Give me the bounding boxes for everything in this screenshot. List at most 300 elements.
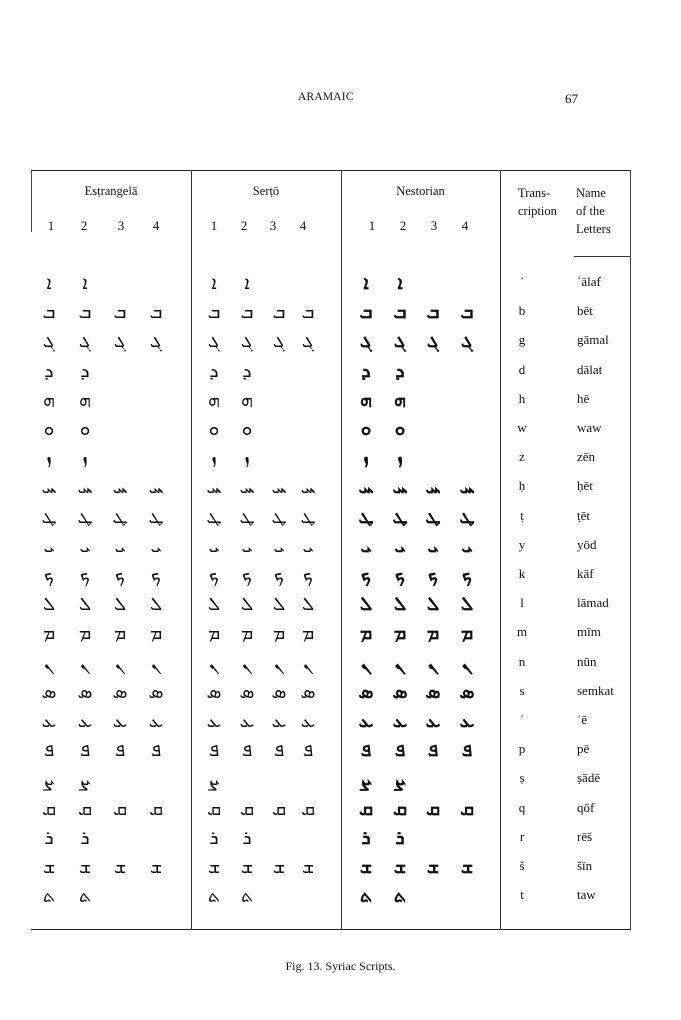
letter-name-cell: lāmad bbox=[577, 595, 609, 611]
position-number: 4 bbox=[461, 218, 469, 233]
estrangela-glyph: ܗ bbox=[43, 388, 55, 411]
nestorian-glyph: ܣ bbox=[459, 680, 475, 703]
serto-glyph: ܥ bbox=[271, 710, 287, 732]
transcription-cell: y bbox=[518, 536, 526, 552]
estrangela-glyph: ܘ bbox=[79, 418, 91, 440]
estrangela-glyph: ܝ bbox=[114, 534, 126, 557]
nestorian-glyph: ܠ bbox=[426, 593, 440, 616]
nestorian-glyph: ܛ bbox=[392, 505, 408, 528]
estrangela-glyph: ܬ bbox=[78, 885, 92, 908]
nestorian-glyph: ܒ bbox=[460, 301, 474, 324]
serto-glyph: ܙ bbox=[211, 447, 217, 470]
serto-glyph: ܢ bbox=[273, 651, 285, 674]
serto-glyph: ܠ bbox=[301, 593, 315, 616]
serto-glyph: ܓ bbox=[240, 330, 254, 353]
letter-row bbox=[31, 766, 631, 795]
nestorian-glyph: ܟ bbox=[360, 564, 372, 586]
transcription-cell: ḥ bbox=[518, 478, 526, 494]
position-number: 2 bbox=[399, 218, 407, 233]
serto-glyph: ܫ bbox=[207, 856, 221, 878]
letter-row bbox=[31, 416, 631, 445]
serto-glyph: ܠ bbox=[240, 593, 254, 616]
transcription-cell: ṣ bbox=[519, 770, 525, 786]
nestorian-glyph: ܬ bbox=[393, 885, 407, 908]
serto-glyph: ܝ bbox=[302, 534, 314, 557]
serto-glyph: ܦ bbox=[241, 739, 253, 762]
nestorian-glyph: ܗ bbox=[360, 388, 372, 411]
nestorian-glyph: ܫ bbox=[426, 856, 440, 878]
serto-glyph: ܡ bbox=[272, 622, 286, 645]
position-number: 1 bbox=[210, 218, 218, 233]
serto-glyph: ܢ bbox=[208, 651, 220, 674]
estrangela-glyph: ܦ bbox=[43, 739, 55, 762]
serto-glyph: ܪ bbox=[242, 826, 252, 849]
estrangela-glyph: ܬ bbox=[42, 885, 56, 908]
name-header-underline bbox=[574, 256, 630, 257]
estrangela-glyph: ܥ bbox=[148, 710, 164, 732]
estrangela-glyph: ܩ bbox=[77, 797, 93, 820]
serto-glyph: ܣ bbox=[239, 680, 255, 703]
transcription-cell: ṭ bbox=[520, 507, 524, 523]
nestorian-glyph: ܛ bbox=[425, 505, 441, 528]
serto-glyph: ܡ bbox=[207, 622, 221, 645]
nestorian-glyph: ܨ bbox=[360, 768, 372, 791]
serto-glyph: ܡ bbox=[301, 622, 315, 645]
estrangela-glyph: ܩ bbox=[112, 797, 128, 820]
letter-name-cell: semkat bbox=[577, 682, 614, 698]
nestorian-glyph: ܦ bbox=[427, 739, 439, 762]
nestorian-glyph: ܪ bbox=[361, 826, 371, 849]
position-number: 2 bbox=[240, 218, 248, 233]
estrangela-glyph: ܪ bbox=[44, 826, 54, 849]
nestorian-position-numbers bbox=[341, 218, 500, 234]
serto-glyph: ܥ bbox=[239, 710, 255, 732]
letter-row bbox=[31, 737, 631, 766]
nestorian-glyph: ܚ bbox=[392, 476, 408, 499]
estrangela-glyph: ܐ bbox=[82, 272, 88, 294]
transcription-cell: š bbox=[519, 858, 525, 873]
nestorian-glyph: ܐ bbox=[363, 272, 369, 294]
serto-glyph: ܩ bbox=[239, 797, 255, 820]
letter-row bbox=[31, 883, 631, 912]
letter-name-cell: rēš bbox=[577, 828, 593, 844]
position-number: 3 bbox=[117, 218, 125, 233]
estrangela-glyph: ܦ bbox=[114, 739, 126, 762]
letter-row bbox=[31, 562, 631, 591]
nestorian-glyph: ܥ bbox=[392, 710, 408, 732]
transcription-cell: p bbox=[518, 741, 526, 757]
serto-glyph: ܥ bbox=[206, 710, 222, 732]
serto-glyph: ܛ bbox=[206, 505, 222, 528]
nestorian-glyph: ܚ bbox=[425, 476, 441, 499]
letter-row bbox=[31, 533, 631, 562]
nestorian-glyph: ܥ bbox=[358, 710, 374, 732]
letter-row bbox=[31, 825, 631, 854]
page-number: 67 bbox=[565, 91, 578, 106]
nestorian-glyph: ܠ bbox=[393, 593, 407, 616]
nestorian-glyph: ܡ bbox=[426, 622, 440, 645]
estrangela-glyph: ܚ bbox=[112, 476, 128, 499]
estrangela-glyph: ܝ bbox=[150, 534, 162, 557]
estrangela-glyph: ܓ bbox=[113, 330, 127, 353]
serto-glyph: ܫ bbox=[301, 856, 315, 878]
letter-name-cell: nūn bbox=[577, 653, 597, 669]
serto-glyph: ܦ bbox=[302, 739, 314, 762]
letter-row bbox=[31, 591, 631, 620]
estrangela-glyph: ܢ bbox=[43, 651, 55, 674]
serto-glyph: ܟ bbox=[302, 564, 314, 586]
nestorian-glyph: ܛ bbox=[358, 505, 374, 528]
transcription-header: Trans- cription bbox=[518, 186, 557, 218]
letter-name-cell: yōd bbox=[577, 536, 597, 552]
letter-name-cell: mīm bbox=[577, 624, 601, 640]
estrangela-glyph: ܨ bbox=[79, 768, 91, 791]
nestorian-glyph: ܓ bbox=[460, 330, 474, 353]
serto-glyph: ܩ bbox=[271, 797, 287, 820]
estrangela-glyph: ܒ bbox=[78, 301, 92, 324]
letter-row bbox=[31, 620, 631, 649]
serto-glyph: ܨ bbox=[208, 768, 220, 791]
estrangela-glyph: ܙ bbox=[82, 447, 88, 470]
nestorian-glyph: ܟ bbox=[461, 564, 473, 586]
estrangela-glyph: ܠ bbox=[42, 593, 56, 616]
serto-glyph: ܢ bbox=[302, 651, 314, 674]
estrangela-glyph: ܦ bbox=[79, 739, 91, 762]
nestorian-glyph: ܓ bbox=[426, 330, 440, 353]
position-number: 3 bbox=[269, 218, 277, 233]
estrangela-glyph: ܛ bbox=[77, 505, 93, 528]
position-number: 4 bbox=[299, 218, 307, 233]
transcription-cell: n bbox=[518, 653, 526, 669]
letter-name-cell: hē bbox=[577, 390, 590, 406]
serto-glyph: ܗ bbox=[241, 388, 253, 411]
serto-header: Serṭō bbox=[252, 184, 280, 198]
estrangela-glyph: ܢ bbox=[114, 651, 126, 674]
nestorian-glyph: ܣ bbox=[358, 680, 374, 703]
serto-glyph: ܛ bbox=[239, 505, 255, 528]
estrangela-glyph: ܒ bbox=[113, 301, 127, 324]
serto-glyph: ܚ bbox=[271, 476, 287, 499]
serto-glyph: ܓ bbox=[301, 330, 315, 353]
transcription-cell: ʾ bbox=[519, 274, 525, 289]
serto-glyph: ܓ bbox=[207, 330, 221, 353]
nestorian-glyph: ܕ bbox=[395, 359, 405, 382]
nestorian-glyph: ܝ bbox=[461, 534, 473, 557]
estrangela-glyph: ܠ bbox=[113, 593, 127, 616]
letter-name-cell: waw bbox=[577, 420, 602, 435]
position-number: 3 bbox=[430, 218, 438, 233]
estrangela-glyph: ܛ bbox=[112, 505, 128, 528]
estrangela-glyph: ܙ bbox=[46, 447, 52, 470]
serto-glyph: ܣ bbox=[206, 680, 222, 703]
estrangela-glyph: ܡ bbox=[113, 622, 127, 645]
serto-glyph: ܒ bbox=[207, 301, 221, 324]
estrangela-glyph: ܚ bbox=[148, 476, 164, 499]
serto-glyph: ܥ bbox=[300, 710, 316, 732]
letter-name-cell: pē bbox=[577, 741, 590, 757]
nestorian-glyph: ܝ bbox=[394, 534, 406, 557]
transcription-cell: r bbox=[519, 828, 525, 844]
table-bottom-rule bbox=[31, 929, 631, 930]
letter-row bbox=[31, 474, 631, 503]
letter-row bbox=[31, 387, 631, 416]
estrangela-glyph: ܗ bbox=[79, 388, 91, 411]
serto-glyph: ܪ bbox=[209, 826, 219, 849]
serto-glyph: ܘ bbox=[241, 418, 253, 440]
letter-name-cell: bēt bbox=[577, 303, 593, 319]
estrangela-glyph: ܥ bbox=[112, 710, 128, 732]
letter-row bbox=[31, 445, 631, 474]
serto-glyph: ܩ bbox=[300, 797, 316, 820]
serto-glyph: ܦ bbox=[208, 739, 220, 762]
estrangela-glyph: ܓ bbox=[149, 330, 163, 353]
nestorian-glyph: ܓ bbox=[359, 330, 373, 353]
serto-glyph: ܙ bbox=[244, 447, 250, 470]
estrangela-glyph: ܡ bbox=[149, 622, 163, 645]
nestorian-glyph: ܙ bbox=[397, 447, 403, 470]
nestorian-glyph: ܒ bbox=[359, 301, 373, 324]
letter-row bbox=[31, 328, 631, 357]
estrangela-glyph: ܟ bbox=[150, 564, 162, 586]
transcription-cell: q bbox=[518, 799, 526, 815]
estrangela-glyph: ܛ bbox=[148, 505, 164, 528]
transcription-cell: d bbox=[518, 361, 526, 377]
table-top-rule bbox=[31, 170, 631, 171]
letter-name-cell: ʾālaf bbox=[577, 274, 601, 289]
estrangela-glyph: ܟ bbox=[114, 564, 126, 586]
transcription-cell: z bbox=[519, 449, 525, 465]
estrangela-glyph: ܥ bbox=[41, 710, 57, 732]
estrangela-glyph: ܣ bbox=[148, 680, 164, 703]
serto-glyph: ܘ bbox=[208, 418, 220, 440]
letter-row bbox=[31, 708, 631, 737]
letter-row bbox=[31, 854, 631, 883]
nestorian-glyph: ܝ bbox=[427, 534, 439, 557]
serto-glyph: ܒ bbox=[272, 301, 286, 324]
letter-row bbox=[31, 650, 631, 679]
serto-glyph: ܒ bbox=[301, 301, 315, 324]
running-title: ARAMAIC bbox=[298, 91, 354, 103]
nestorian-glyph: ܓ bbox=[393, 330, 407, 353]
running-header bbox=[0, 91, 681, 107]
estrangela-glyph: ܢ bbox=[79, 651, 91, 674]
serto-glyph: ܣ bbox=[300, 680, 316, 703]
figure-caption: Fig. 13. Syriac Scripts. bbox=[285, 959, 396, 973]
nestorian-glyph: ܒ bbox=[426, 301, 440, 324]
nestorian-glyph: ܥ bbox=[459, 710, 475, 732]
estrangela-header: Esṭrangelā bbox=[84, 184, 138, 198]
letter-name-cell: ṣādē bbox=[577, 770, 601, 786]
serto-glyph: ܠ bbox=[207, 593, 221, 616]
nestorian-glyph: ܟ bbox=[394, 564, 406, 586]
nestorian-glyph: ܢ bbox=[360, 651, 372, 674]
estrangela-glyph: ܡ bbox=[42, 622, 56, 645]
estrangela-glyph: ܨ bbox=[43, 768, 55, 791]
nestorian-glyph: ܙ bbox=[363, 447, 369, 470]
nestorian-glyph: ܣ bbox=[425, 680, 441, 703]
estrangela-glyph: ܝ bbox=[79, 534, 91, 557]
syriac-scripts-table bbox=[31, 170, 631, 930]
nestorian-glyph: ܚ bbox=[459, 476, 475, 499]
estrangela-glyph: ܚ bbox=[41, 476, 57, 499]
estrangela-glyph: ܩ bbox=[148, 797, 164, 820]
position-number: 4 bbox=[152, 218, 160, 233]
serto-glyph: ܢ bbox=[241, 651, 253, 674]
estrangela-glyph: ܫ bbox=[113, 856, 127, 878]
serto-glyph: ܐ bbox=[211, 272, 217, 294]
transcription-cell: l bbox=[520, 595, 524, 611]
estrangela-glyph: ܟ bbox=[79, 564, 91, 586]
nestorian-glyph: ܗ bbox=[394, 388, 406, 411]
nestorian-glyph: ܒ bbox=[393, 301, 407, 324]
nestorian-glyph: ܠ bbox=[460, 593, 474, 616]
nestorian-glyph: ܡ bbox=[359, 622, 373, 645]
serto-glyph: ܟ bbox=[241, 564, 253, 586]
nestorian-glyph: ܡ bbox=[393, 622, 407, 645]
estrangela-glyph: ܠ bbox=[78, 593, 92, 616]
letter-name-cell: dālat bbox=[577, 361, 603, 377]
nestorian-glyph: ܢ bbox=[427, 651, 439, 674]
serto-glyph: ܓ bbox=[272, 330, 286, 353]
nestorian-header: Nestorian bbox=[396, 184, 445, 198]
serto-glyph: ܫ bbox=[240, 856, 254, 878]
nestorian-glyph: ܪ bbox=[395, 826, 405, 849]
nestorian-glyph: ܫ bbox=[359, 856, 373, 878]
letter-row bbox=[31, 796, 631, 825]
estrangela-glyph: ܕ bbox=[44, 359, 54, 382]
serto-glyph: ܟ bbox=[208, 564, 220, 586]
letter-row bbox=[31, 504, 631, 533]
nestorian-glyph: ܫ bbox=[393, 856, 407, 878]
nestorian-glyph: ܨ bbox=[394, 768, 406, 791]
serto-glyph: ܕ bbox=[209, 359, 219, 382]
letter-name-cell: taw bbox=[577, 887, 596, 903]
letter-row bbox=[31, 299, 631, 328]
nestorian-glyph: ܩ bbox=[392, 797, 408, 820]
serto-glyph: ܩ bbox=[206, 797, 222, 820]
estrangela-glyph: ܚ bbox=[77, 476, 93, 499]
estrangela-glyph: ܫ bbox=[149, 856, 163, 878]
nestorian-glyph: ܕ bbox=[361, 359, 371, 382]
estrangela-glyph: ܛ bbox=[41, 505, 57, 528]
estrangela-glyph: ܒ bbox=[42, 301, 56, 324]
estrangela-glyph: ܓ bbox=[42, 330, 56, 353]
estrangela-glyph: ܢ bbox=[150, 651, 162, 674]
transcription-cell: g bbox=[518, 332, 526, 348]
nestorian-glyph: ܩ bbox=[459, 797, 475, 820]
transcription-cell: s bbox=[519, 682, 525, 698]
nestorian-glyph: ܫ bbox=[460, 856, 474, 878]
nestorian-glyph: ܥ bbox=[425, 710, 441, 732]
estrangela-glyph: ܝ bbox=[43, 534, 55, 557]
estrangela-glyph: ܠ bbox=[149, 593, 163, 616]
serto-glyph: ܕ bbox=[242, 359, 252, 382]
position-number: 1 bbox=[47, 218, 55, 233]
estrangela-glyph: ܩ bbox=[41, 797, 57, 820]
position-number: 1 bbox=[368, 218, 376, 233]
letter-name-cell: ṭēt bbox=[577, 507, 590, 523]
nestorian-glyph: ܦ bbox=[360, 739, 372, 762]
serto-glyph: ܐ bbox=[244, 272, 250, 294]
estrangela-glyph: ܣ bbox=[77, 680, 93, 703]
nestorian-glyph: ܐ bbox=[397, 272, 403, 294]
nestorian-glyph: ܘ bbox=[394, 418, 406, 440]
letter-row bbox=[31, 679, 631, 708]
estrangela-glyph: ܡ bbox=[78, 622, 92, 645]
estrangela-glyph: ܣ bbox=[41, 680, 57, 703]
transcription-cell: b bbox=[518, 303, 526, 319]
serto-glyph: ܠ bbox=[272, 593, 286, 616]
nestorian-glyph: ܚ bbox=[358, 476, 374, 499]
estrangela-glyph: ܣ bbox=[112, 680, 128, 703]
position-number: 2 bbox=[80, 218, 88, 233]
serto-glyph: ܗ bbox=[208, 388, 220, 411]
transcription-cell: ʿ bbox=[519, 712, 525, 727]
letter-name-cell: ḥēt bbox=[577, 478, 593, 494]
transcription-cell: h bbox=[518, 390, 526, 406]
nestorian-glyph: ܬ bbox=[359, 885, 373, 908]
estrangela-glyph: ܪ bbox=[80, 826, 90, 849]
nestorian-glyph: ܛ bbox=[459, 505, 475, 528]
letter-name-header: Name of the Letters bbox=[576, 186, 611, 236]
letter-name-cell: qōf bbox=[577, 799, 595, 815]
serto-glyph: ܚ bbox=[239, 476, 255, 499]
serto-glyph: ܟ bbox=[273, 564, 285, 586]
serto-glyph: ܝ bbox=[208, 534, 220, 557]
serto-glyph: ܬ bbox=[207, 885, 221, 908]
estrangela-glyph: ܟ bbox=[43, 564, 55, 586]
transcription-cell: t bbox=[520, 887, 524, 903]
nestorian-glyph: ܩ bbox=[425, 797, 441, 820]
letter-row bbox=[31, 270, 631, 299]
nestorian-glyph: ܣ bbox=[392, 680, 408, 703]
letter-row bbox=[31, 358, 631, 387]
nestorian-glyph: ܝ bbox=[360, 534, 372, 557]
nestorian-glyph: ܡ bbox=[460, 622, 474, 645]
transcription-cell: m bbox=[516, 624, 528, 640]
transcription-cell: w bbox=[517, 420, 527, 435]
nestorian-glyph: ܢ bbox=[394, 651, 406, 674]
nestorian-glyph: ܢ bbox=[461, 651, 473, 674]
letter-name-cell: zēn bbox=[577, 449, 596, 465]
serto-glyph: ܫ bbox=[272, 856, 286, 878]
serto-glyph: ܝ bbox=[273, 534, 285, 557]
estrangela-glyph: ܓ bbox=[78, 330, 92, 353]
nestorian-glyph: ܟ bbox=[427, 564, 439, 586]
serto-glyph: ܦ bbox=[273, 739, 285, 762]
letter-name-cell: kāf bbox=[577, 566, 594, 581]
estrangela-glyph: ܒ bbox=[149, 301, 163, 324]
serto-glyph: ܚ bbox=[206, 476, 222, 499]
estrangela-glyph: ܘ bbox=[43, 418, 55, 440]
serto-glyph: ܣ bbox=[271, 680, 287, 703]
serto-glyph: ܬ bbox=[240, 885, 254, 908]
estrangela-position-numbers bbox=[31, 218, 191, 234]
estrangela-glyph: ܐ bbox=[46, 272, 52, 294]
serto-position-numbers bbox=[191, 218, 341, 234]
letter-name-cell: ʿē bbox=[577, 712, 588, 727]
serto-glyph: ܛ bbox=[300, 505, 316, 528]
nestorian-glyph: ܩ bbox=[358, 797, 374, 820]
nestorian-glyph: ܠ bbox=[359, 593, 373, 616]
estrangela-glyph: ܥ bbox=[77, 710, 93, 732]
serto-glyph: ܝ bbox=[241, 534, 253, 557]
serto-glyph: ܡ bbox=[240, 622, 254, 645]
letter-name-cell: gāmal bbox=[577, 332, 609, 348]
nestorian-glyph: ܦ bbox=[394, 739, 406, 762]
nestorian-glyph: ܦ bbox=[461, 739, 473, 762]
serto-glyph: ܒ bbox=[240, 301, 254, 324]
